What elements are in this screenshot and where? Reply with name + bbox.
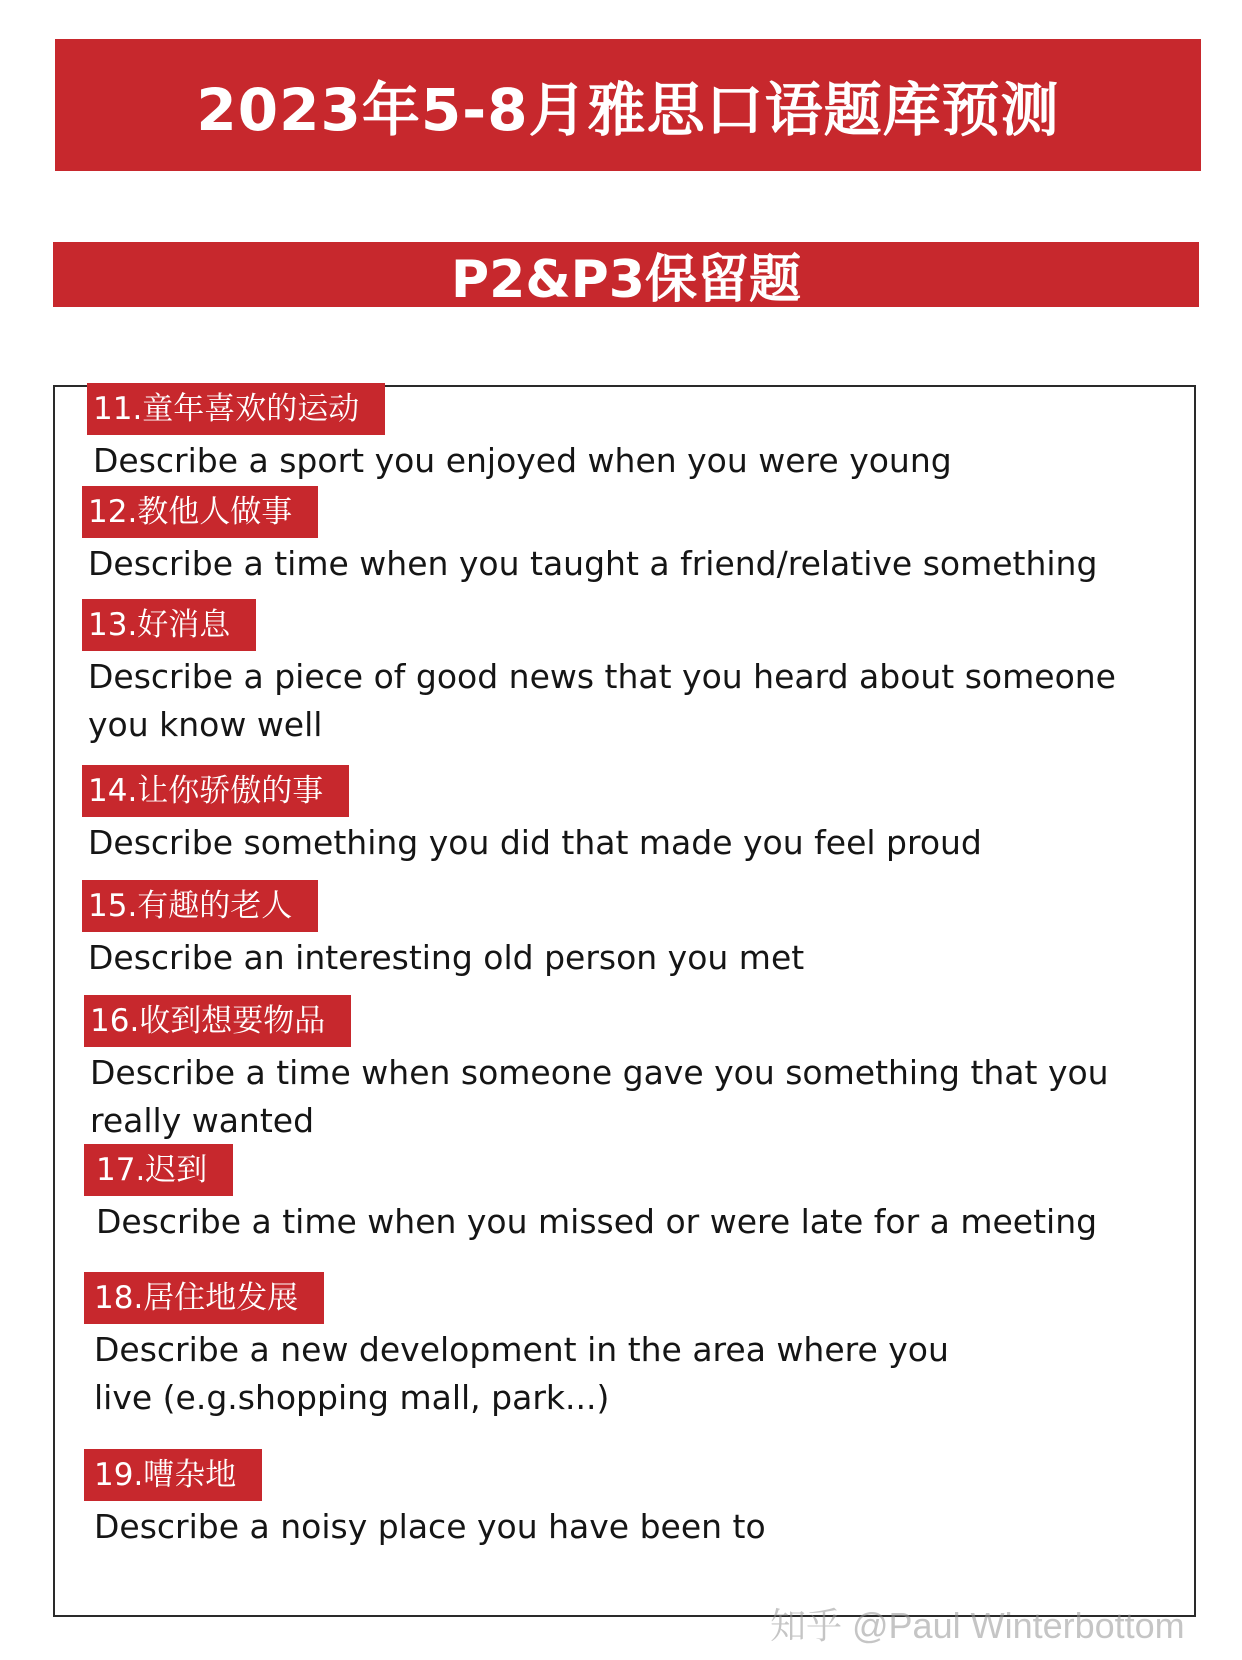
topic-item-14 bbox=[82, 765, 1122, 867]
topic-description: Describe a sport you enjoyed when you were young bbox=[93, 441, 952, 480]
section-title: P2&P3保留题 bbox=[451, 250, 801, 310]
topic-description: Describe a time when someone gave you something that you really wanted bbox=[90, 1053, 1109, 1140]
topic-description: Describe something you did that made you feel proud bbox=[88, 823, 982, 862]
topic-label: 11.童年喜欢的运动 bbox=[87, 383, 385, 435]
topic-item-11 bbox=[87, 383, 1127, 485]
topic-label: 17.迟到 bbox=[84, 1144, 233, 1196]
topic-description: Describe an interesting old person you met bbox=[88, 938, 805, 977]
topic-label: 14.让你骄傲的事 bbox=[82, 765, 349, 817]
topic-label: 19.嘈杂地 bbox=[84, 1449, 262, 1501]
subtitle-banner bbox=[53, 242, 1199, 310]
topic-label: 13.好消息 bbox=[82, 599, 256, 651]
topic-label: 12.教他人做事 bbox=[82, 486, 318, 538]
topic-description: Describe a time when you missed or were late for a meeting bbox=[96, 1202, 1098, 1241]
topic-list-box bbox=[53, 385, 1196, 1617]
topic-item-18 bbox=[84, 1272, 1124, 1422]
topic-description: Describe a noisy place you have been to bbox=[94, 1507, 766, 1546]
main-title-banner bbox=[55, 39, 1201, 171]
topic-item-16 bbox=[84, 995, 1124, 1145]
topic-item-12 bbox=[82, 486, 1122, 588]
topic-item-19 bbox=[84, 1449, 1124, 1551]
page-title: 2023年5-8月雅思口语题库预测 bbox=[196, 76, 1060, 144]
topic-label: 18.居住地发展 bbox=[84, 1272, 324, 1324]
watermark: 知乎 @Paul Winterbottom bbox=[770, 1605, 1185, 1646]
topic-description: Describe a piece of good news that you heard about someone you know well bbox=[88, 657, 1116, 744]
topic-item-13 bbox=[82, 599, 1122, 749]
topic-item-15 bbox=[82, 880, 1122, 982]
topic-label: 15.有趣的老人 bbox=[82, 880, 318, 932]
topic-description: Describe a time when you taught a friend/relative something bbox=[88, 544, 1098, 583]
topic-label: 16.收到想要物品 bbox=[84, 995, 351, 1047]
topic-description: Describe a new development in the area where you live (e.g.shopping mall, park...) bbox=[94, 1330, 949, 1417]
topic-item-17 bbox=[84, 1144, 1124, 1246]
